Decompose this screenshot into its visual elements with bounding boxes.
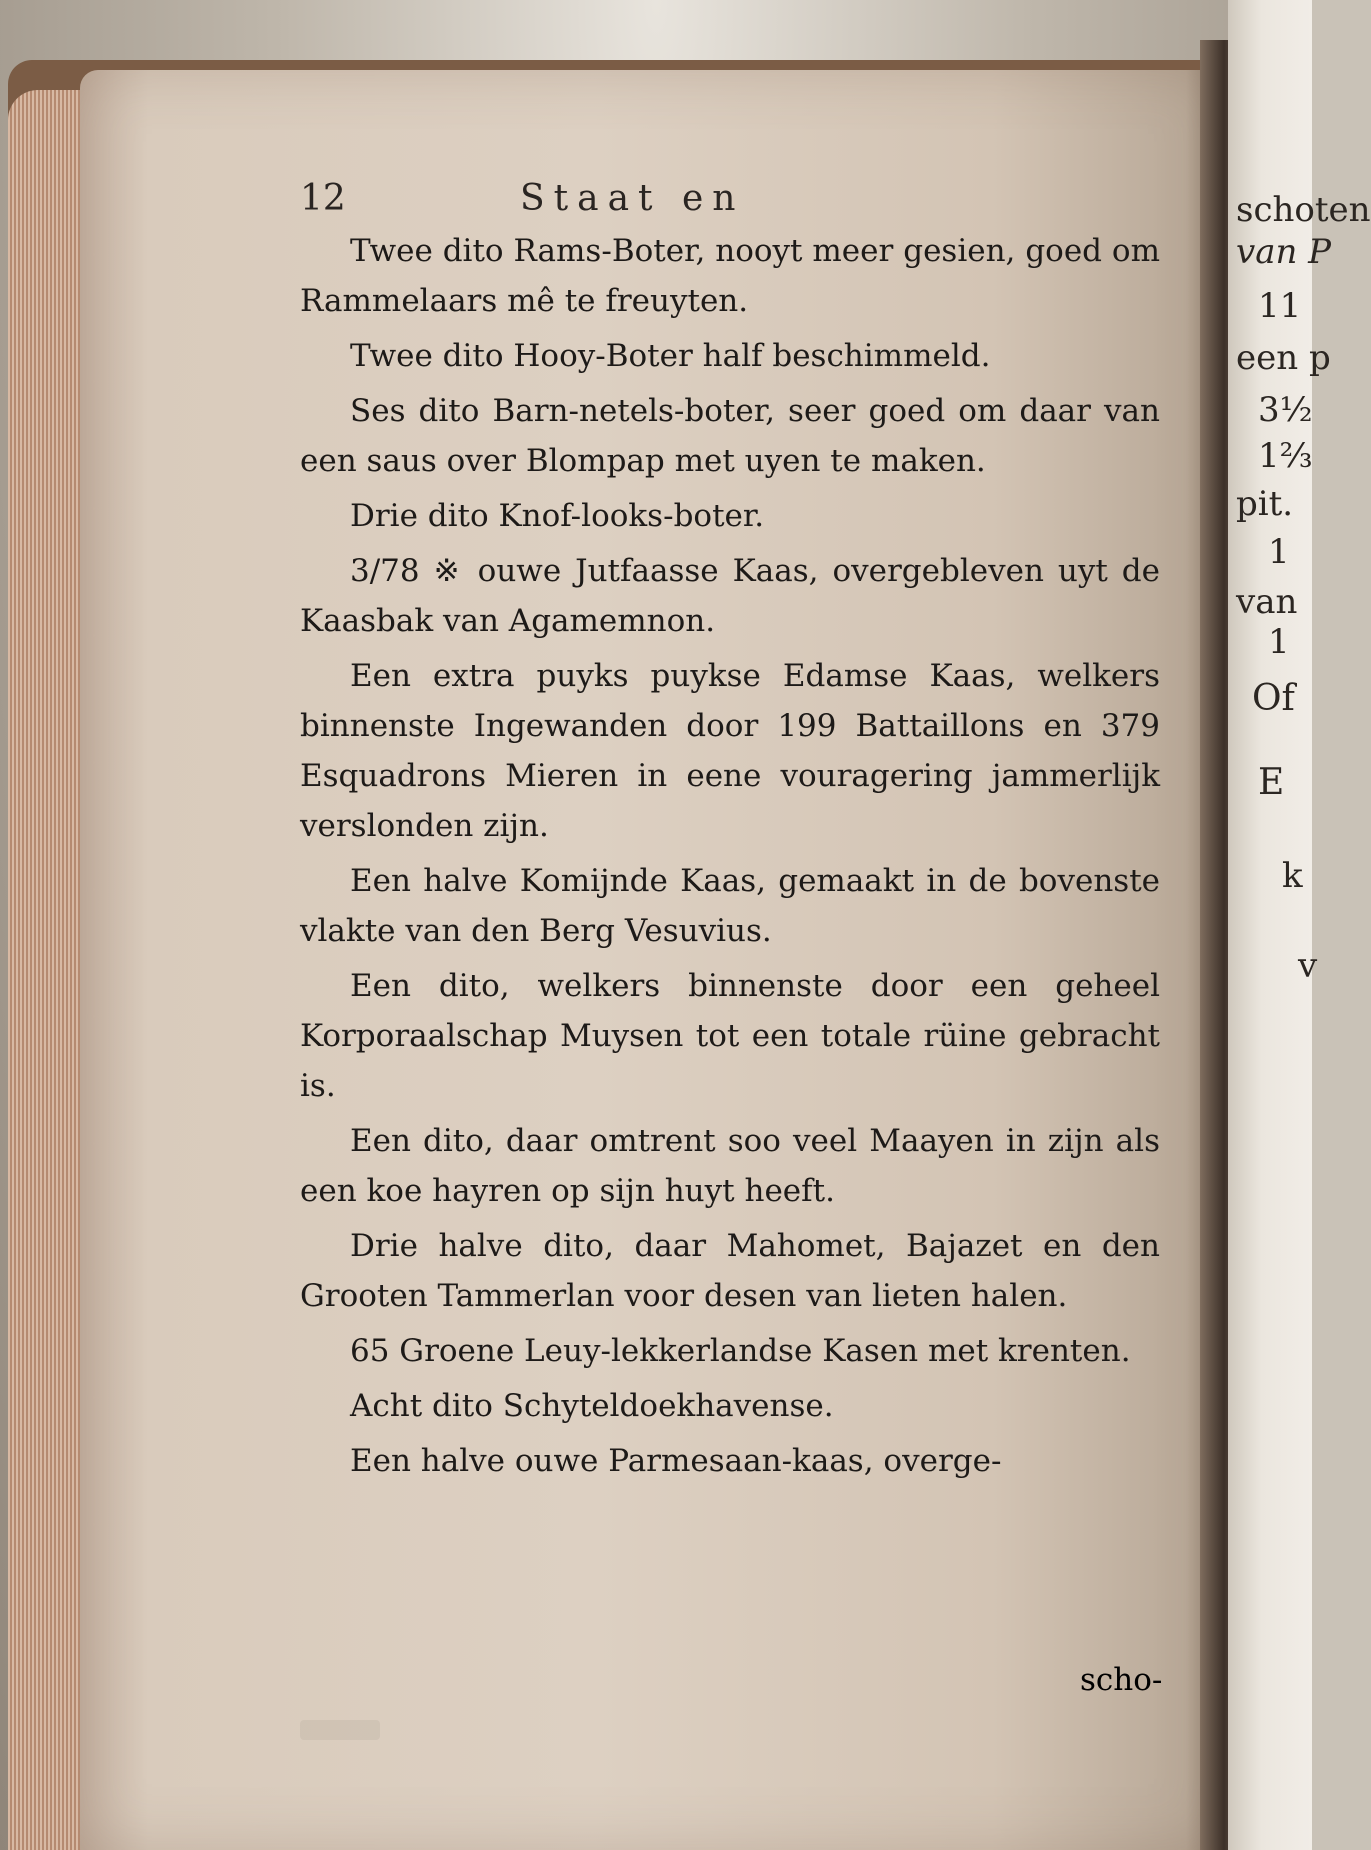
paragraph: Ses dito Barn-netels-boter, seer goed om daar van een saus over Blompap met uyen te maken. xyxy=(300,393,1160,479)
paragraph: 65 Groene Leuy-lekkerlandse Kasen met krenten. xyxy=(350,1333,1131,1369)
facing-fragment: van P xyxy=(1236,232,1332,272)
facing-fragment: schoten xyxy=(1236,190,1371,230)
facing-fragment: 1 xyxy=(1268,532,1290,572)
paragraph: Drie halve dito, daar Mahomet, Bajazet en den Grooten Tammerlan voor desen van lieten halen. xyxy=(300,1228,1160,1314)
paragraph: Een extra puyks puykse Edamse Kaas, welkers binnenste Ingewanden door 199 Battaillons en 379 Esquadrons Mieren in eene vouragering jammerlijk verslonden zijn. xyxy=(300,658,1160,844)
paragraph: Acht dito Schyteldoekhavense. xyxy=(350,1388,834,1424)
running-head: Staat en xyxy=(520,178,745,219)
page-edges xyxy=(8,90,88,1850)
facing-fragment: van xyxy=(1236,582,1298,622)
paragraph: 3/78 ※ ouwe Jutfaasse Kaas, overgebleven uyt de Kaasbak van Agamemnon. xyxy=(300,553,1160,639)
page-header xyxy=(300,178,1160,226)
facing-fragment: pit. xyxy=(1236,484,1294,524)
paragraph: Een halve ouwe Parmesaan-kaas, overge- xyxy=(350,1443,1002,1479)
paragraph: Twee dito Hooy-Boter half beschimmeld. xyxy=(350,338,991,374)
facing-fragment: 1⅔ xyxy=(1258,436,1313,476)
facing-fragment: Of xyxy=(1252,678,1295,719)
paragraph: Een dito, daar omtrent soo veel Maayen in zijn als een koe hayren op sijn huyt heeft. xyxy=(300,1123,1160,1209)
paragraph: Een halve Komijnde Kaas, gemaakt in de bovenste vlakte van den Berg Vesuvius. xyxy=(300,863,1160,949)
page-number: 12 xyxy=(300,178,346,219)
facing-fragment: k xyxy=(1282,856,1303,896)
facing-page xyxy=(1228,0,1371,1850)
bleed-through-mark xyxy=(300,1720,380,1740)
facing-fragment: 3½ xyxy=(1258,390,1313,430)
facing-fragment: 11 xyxy=(1258,286,1302,326)
facing-fragment: een p xyxy=(1236,338,1331,378)
paragraph: Twee dito Rams-Boter, nooyt meer gesien, goed om Rammelaars mê te freuyten. xyxy=(300,233,1160,319)
catchword: scho- xyxy=(1080,1662,1163,1698)
paragraph: Een dito, welkers binnenste door een geheel Korporaalschap Muysen tot een totale rüine gebracht is. xyxy=(300,968,1160,1104)
paragraph: Drie dito Knof-looks-boter. xyxy=(350,498,765,534)
facing-fragment: 1 xyxy=(1268,622,1290,662)
facing-fragment: v xyxy=(1298,946,1318,986)
facing-fragment: E xyxy=(1258,762,1285,803)
body-text xyxy=(300,226,1160,1491)
